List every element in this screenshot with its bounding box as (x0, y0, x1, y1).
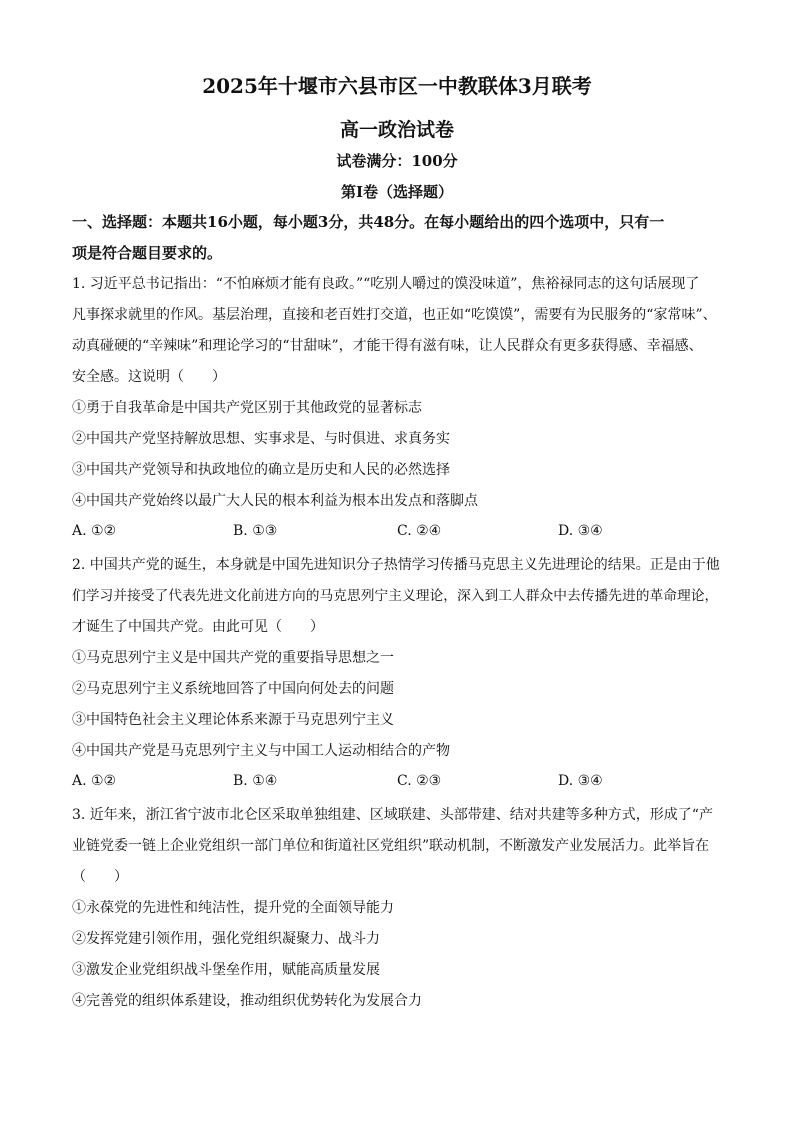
exam-title: 2025年十堰市六县市区一中教联体3月联考 (202, 74, 592, 98)
q2-stem-line: 2. 中国共产党的诞生，本身就是中国先进知识分子热情学习传播马克思主义先进理论的结果。正是由于他 (72, 557, 720, 573)
q2-option-b[interactable]: B. ①④ (233, 773, 278, 789)
q2-stem-line: 才诞生了中国共产党。由此可见（ ） (72, 619, 324, 635)
q1-statement: ②中国共产党坚持解放思想、实事求是、与时俱进、求真务实 (72, 431, 450, 447)
q2-option-a[interactable]: A. ①② (72, 773, 117, 789)
q2-options (72, 773, 722, 793)
q1-statement: ①勇于自我革命是中国共产党区别于其他政党的显著标志 (72, 400, 422, 416)
section-instructions (72, 207, 722, 269)
q3-stem-line: （ ） (72, 869, 128, 885)
q3-statement: ③激发企业党组织战斗堡垒作用，赋能高质量发展 (72, 962, 380, 978)
q1-options (72, 523, 722, 543)
q2-stem-line: 们学习并接受了代表先进文化前进方向的马克思列宁主义理论，深入到工人群众中去传播先进的革命理论， (72, 588, 719, 604)
q1-statement: ③中国共产党领导和执政地位的确立是历史和人民的必然选择 (72, 462, 450, 478)
q1-stem-line: 1. 习近平总书记指出：“不怕麻烦才能有良政。”“吃别人嚼过的馍没味道”，焦裕禄同志的这句话展现了 (72, 276, 700, 292)
q2-statement: ①马克思列宁主义是中国共产党的重要指导思想之一 (72, 650, 394, 666)
q1-option-b[interactable]: B. ①③ (233, 523, 278, 539)
full-score: 试卷满分：100分 (336, 152, 458, 170)
q2-option-d[interactable]: D. ③④ (558, 773, 603, 789)
section-line: 项是符合题目要求的。 (72, 244, 223, 262)
q3-stem-line: 3. 近年来，浙江省宁波市北仑区采取单独组建、区域联建、头部带建、结对共建等多种方式，形成了“产 (72, 807, 713, 823)
q1-option-a[interactable]: A. ①② (72, 523, 117, 539)
exam-subtitle: 高一政治试卷 (339, 119, 454, 141)
q2-option-c[interactable]: C. ②③ (397, 773, 442, 789)
q2-statement: ④中国共产党是马克思列宁主义与中国工人运动相结合的产物 (72, 743, 450, 759)
q1-stem-line: 凡事探求就里的作风。基层治理，直接和老百姓打交道，也正如“吃馍馍”，需要有为民服务的“家常味”、 (72, 307, 717, 323)
q3-statement: ①永葆党的先进性和纯洁性，提升党的全面领导能力 (72, 900, 394, 916)
q3-stem-line: 业链党委一链上企业党组织一部门单位和街道社区党组织”联动机制，不断激发产业发展活力。此举旨在 (72, 838, 710, 854)
q2-statement: ③中国特色社会主义理论体系来源于马克思列宁主义 (72, 712, 394, 728)
q1-stem-line: 动真碰硬的“辛辣味”和理论学习的“甘甜味”，才能干得有滋有味，让人民群众有更多获得感、幸福感、 (72, 338, 703, 354)
q3-statement: ④完善党的组织体系建设，推动组织优势转化为发展合力 (72, 993, 422, 1009)
q1-stem-line: 安全感。这说明（ ） (72, 369, 226, 385)
q1-option-d[interactable]: D. ③④ (558, 523, 603, 539)
q3-statement: ②发挥党建引领作用，强化党组织凝聚力、战斗力 (72, 931, 380, 947)
section-line: 一、选择题：本题共16小题，每小题3分，共48分。在每小题给出的四个选项中，只有一 (72, 213, 665, 231)
q1-option-c[interactable]: C. ②④ (397, 523, 442, 539)
part-heading: 第Ⅰ卷（选择题） (340, 183, 454, 201)
q1-statement: ④中国共产党始终以最广大人民的根本利益为根本出发点和落脚点 (72, 493, 478, 509)
q2-statement: ②马克思列宁主义系统地回答了中国向何处去的问题 (72, 681, 394, 697)
